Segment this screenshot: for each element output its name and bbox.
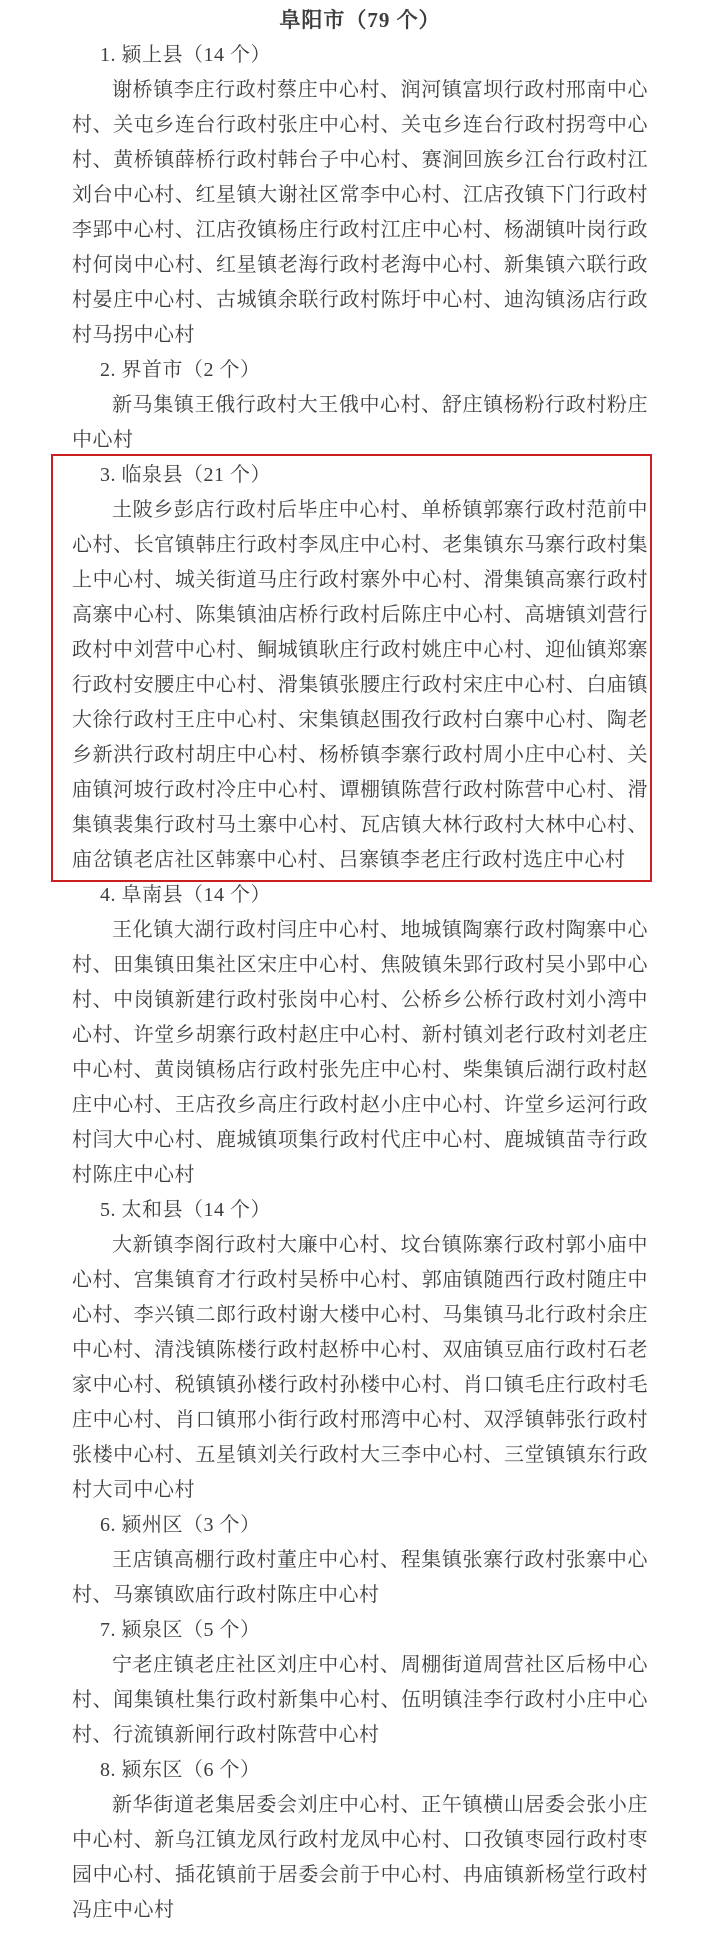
section-body: 新华街道老集居委会刘庄中心村、正午镇横山居委会张小庄中心村、新乌江镇龙凤行政村龙凤中心村、口孜镇枣园行政村枣园中心村、插花镇前于居委会前于中心村、冉庙镇新杨堂行政村冯庄中心村	[72, 1794, 648, 1921]
section-heading: 7. 颍泉区（5 个）	[100, 1619, 261, 1641]
section-yingzhou-district	[72, 1508, 648, 1613]
page-title: 阜阳市（79 个）	[279, 8, 441, 32]
section-heading: 6. 颍州区（3 个）	[100, 1514, 261, 1536]
section-body: 谢桥镇李庄行政村蔡庄中心村、润河镇富坝行政村邢南中心村、关屯乡连台行政村张庄中心村、关屯乡连台行政村拐弯中心村、黄桥镇薛桥行政村韩台子中心村、赛涧回族乡江台行政村江刘台中心村、红星镇大谢社区常李中心村、江店孜镇下门行政村李郢中心村、江店孜镇杨庄行政村江庄中心村、杨湖镇叶岗行政村何岗中心村、红星镇老海行政村老海中心村、新集镇六联行政村晏庄中心村、古城镇余联行政村陈圩中心村、迪沟镇汤店行政村马拐中心村	[72, 79, 648, 346]
section-body: 大新镇李阁行政村大廉中心村、坟台镇陈寨行政村郭小庙中心村、宫集镇育才行政村吴桥中心村、郭庙镇随西行政村随庄中心村、李兴镇二郎行政村谢大楼中心村、马集镇马北行政村余庄中心村、清浅镇陈楼行政村赵桥中心村、双庙镇豆庙行政村石老家中心村、税镇镇孙楼行政村孙楼中心村、肖口镇毛庄行政村毛庄中心村、肖口镇邢小街行政村邢湾中心村、双浮镇韩张行政村张楼中心村、五星镇刘关行政村大三李中心村、三堂镇镇东行政村大司中心村	[72, 1234, 648, 1501]
section-body: 宁老庄镇老庄社区刘庄中心村、周棚街道周营社区后杨中心村、闻集镇杜集行政村新集中心村、伍明镇洼李行政村小庄中心村、行流镇新闸行政村陈营中心村	[72, 1654, 648, 1746]
section-heading: 2. 界首市（2 个）	[100, 359, 261, 381]
highlight-box	[51, 454, 652, 882]
section-jieshou-city	[72, 353, 648, 458]
section-yingquan-district	[72, 1613, 648, 1753]
section-heading: 1. 颍上县（14 个）	[100, 44, 271, 66]
section-funan-county	[72, 878, 648, 1193]
section-taihe-county	[72, 1193, 648, 1508]
section-heading: 3. 临泉县（21 个）	[100, 464, 271, 486]
section-heading: 8. 颍东区（6 个）	[100, 1759, 261, 1781]
section-heading: 5. 太和县（14 个）	[100, 1199, 271, 1221]
section-body: 新马集镇王俄行政村大王俄中心村、舒庄镇杨粉行政村粉庄中心村	[72, 394, 648, 451]
section-heading: 4. 阜南县（14 个）	[100, 884, 271, 906]
section-body: 土陂乡彭店行政村后毕庄中心村、单桥镇郭寨行政村范前中心村、长官镇韩庄行政村李凤庄中心村、老集镇东马寨行政村集上中心村、城关街道马庄行政村寨外中心村、滑集镇高寨行政村高寨中心村、陈集镇油店桥行政村后陈庄中心村、高塘镇刘营行政村中刘营中心村、鲖城镇耿庄行政村姚庄中心村、迎仙镇郑寨行政村安腰庄中心村、滑集镇张腰庄行政村宋庄中心村、白庙镇大徐行政村王庄中心村、宋集镇赵围孜行政村白寨中心村、陶老乡新洪行政村胡庄中心村、杨桥镇李寨行政村周小庄中心村、关庙镇河坡行政村冷庄中心村、谭棚镇陈营行政村陈营中心村、滑集镇裴集行政村马土寨中心村、瓦店镇大林行政村大林中心村、庙岔镇老店社区韩寨中心村、吕寨镇李老庄行政村选庄中心村	[72, 499, 648, 871]
section-yingdong-district	[72, 1753, 648, 1928]
section-body: 王店镇高棚行政村董庄中心村、程集镇张寨行政村张寨中心村、马寨镇欧庙行政村陈庄中心村	[72, 1549, 648, 1606]
section-yingshang-county	[72, 38, 648, 353]
section-body: 王化镇大湖行政村闫庄中心村、地城镇陶寨行政村陶寨中心村、田集镇田集社区宋庄中心村、焦陂镇朱郢行政村吴小郢中心村、中岗镇新建行政村张岗中心村、公桥乡公桥行政村刘小湾中心村、许堂乡胡寨行政村赵庄中心村、新村镇刘老行政村刘老庄中心村、黄岗镇杨店行政村张先庄中心村、柴集镇后湖行政村赵庄中心村、王店孜乡高庄行政村赵小庄中心村、许堂乡运河行政村闫大中心村、鹿城镇项集行政村代庄中心村、鹿城镇苗寺行政村陈庄中心村	[72, 919, 648, 1186]
